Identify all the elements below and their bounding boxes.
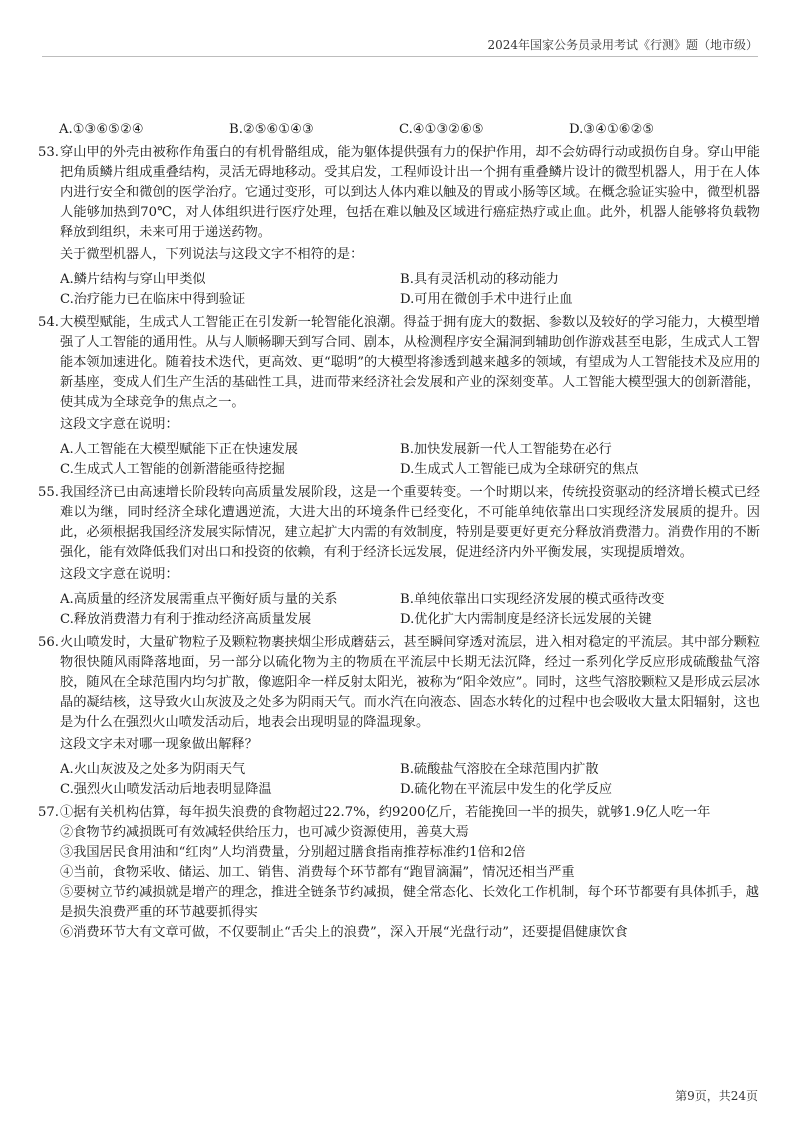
question-54: [38, 313, 760, 480]
option-d: D.③④①⑥②⑤: [569, 122, 655, 137]
question-number: 56.: [38, 635, 59, 650]
question-prompt: 这段文字意在说明：: [60, 417, 179, 432]
header-divider: [42, 56, 758, 57]
option-c: C.治疗能力已在临床中得到验证: [60, 292, 246, 307]
question-prompt: 这段文字未对哪一现象做出解释？: [60, 737, 258, 752]
question-number: 53.: [38, 145, 59, 160]
option-a: A.①③⑥⑤②④: [59, 122, 144, 137]
option-b: B.加快发展新一代人工智能势在必行: [400, 442, 612, 457]
question-number: 54.: [38, 315, 59, 330]
option-b: B.具有灵活机动的移动能力: [400, 272, 559, 287]
page-number: 第9页，共24页: [675, 1089, 758, 1103]
previous-question-options: [38, 120, 760, 140]
option-b: B.②⑤⑥①④③: [229, 122, 314, 137]
answer-options: [38, 590, 760, 630]
option-b: B.硫酸盐气溶胶在全球范围内扩散: [400, 762, 599, 777]
question-text: 我国经济已由高速增长阶段转向高质量发展阶段，这是一个重要转变。一个时期以来，传统投资驱动的经济增长模式已经难以为继，同时经济全球化遭遇逆流，大进大出的环境条件已经变化，不可能单纯依靠出口实现经济发展质的提升。因此，必须根据我国经济发展实际情况，建立起扩大内需的有效制度，特别是要更好更充分释放消费潜力。消费作用的不断强化，能有效降低我们对出口和投资的依赖，有利于经济长远发展，促进经济内外平衡发展，实现提质增效。: [60, 485, 760, 560]
sentence-3: ③我国居民食用油和“红肉”人均消费量，分别超过膳食指南推荐标准约1倍和2倍: [60, 845, 526, 860]
sentence-1: ①据有关机构估算，每年损失浪费的食物超过22.7%，约9200亿斤，若能挽回一半的损失，就够1.9亿人吃一年: [60, 805, 711, 820]
page-header: 2024年国家公务员录用考试《行测》题（地市级）: [487, 38, 758, 52]
sentence-5: ⑤要树立节约减损就是增产的理念，推进全链条节约减损，健全常态化、长效化工作机制，每个环节都要有具体抓手，越是损失浪费严重的环节越要抓得实: [60, 885, 759, 920]
question-number: 55.: [38, 485, 59, 500]
option-c: C.④①③②⑥⑤: [399, 122, 484, 137]
question-55: [38, 483, 760, 630]
option-a: A.鳞片结构与穿山甲类似: [60, 272, 206, 287]
question-text: 火山喷发时，大量矿物粒子及颗粒物裹挟烟尘形成蘑菇云，甚至瞬间穿透对流层，进入相对稳定的平流层。其中部分颗粒物很快随风雨降落地面，另一部分以硫化物为主的物质在平流层中长期无法沉降，经过一系列化学反应形成硫酸盐气溶胶，随风在全球范围内均匀扩散，像遮阳伞一样反射太阳光，被称为“阳伞效应”。同时，这些气溶胶颗粒又是形成云层冰晶的凝结核，这导致火山灰波及之处多为阴雨天气。而水汽在向液态、固态水转化的过程中也会吸收大量太阳辐射，这也是为什么在强烈火山喷发活动后，地表会出现明显的降温现象。: [60, 635, 760, 730]
question-text: 大模型赋能，生成式人工智能正在引发新一轮智能化浪潮。得益于拥有庞大的数据、参数以及较好的学习能力，大模型增强了人工智能的通用性。从与人顺畅聊天到写合同、剧本，从检测程序安全漏洞到辅助创作游戏甚至电影，生成式人工智能本领加速进化。随着技术迭代，更高效、更“聪明”的大模型将渗透到越来越多的领域，有望成为人工智能技术及应用的新基座，变成人们生产生活的基础性工具，进而带来经济社会发展和产业的深刻变革。人工智能大模型强大的创新潜能，使其成为全球竞争的焦点之一。: [60, 315, 760, 410]
option-d: D.硫化物在平流层中发生的化学反应: [400, 782, 613, 797]
answer-options: [38, 760, 760, 800]
sentence-4: ④当前，食物采收、储运、加工、销售、消费每个环节都有“跑冒滴漏”，情况还相当严重: [60, 865, 575, 880]
option-a: A.火山灰波及之处多为阴雨天气: [60, 762, 246, 777]
option-c: C.生成式人工智能的创新潜能亟待挖掘: [60, 462, 285, 477]
question-prompt: 这段文字意在说明：: [60, 567, 179, 582]
page-content: [38, 120, 760, 943]
answer-options: [38, 270, 760, 310]
question-prompt: 关于微型机器人，下列说法与这段文字不相符的是：: [60, 247, 364, 262]
option-d: D.生成式人工智能已成为全球研究的焦点: [400, 462, 639, 477]
question-number: 57.: [38, 805, 59, 820]
answer-options: [38, 440, 760, 480]
sentence-6: ⑥消费环节大有文章可做，不仅要制止“舌尖上的浪费”，深入开展“光盘行动”，还要提倡健康饮食: [60, 925, 628, 940]
option-c: C.强烈火山喷发活动后地表明显降温: [60, 782, 272, 797]
option-a: A.高质量的经济发展需重点平衡好质与量的关系: [60, 592, 338, 607]
option-b: B.单纯依靠出口实现经济发展的模式亟待改变: [400, 592, 665, 607]
option-d: D.优化扩大内需制度是经济长远发展的关键: [400, 612, 652, 627]
question-text: 穿山甲的外壳由被称作角蛋白的有机骨骼组成，能为躯体提供强有力的保护作用，却不会妨碍行动或损伤自身。穿山甲能把角质鳞片组成重叠结构，灵活无碍地移动。受其启发，工程师设计出一个拥有重叠鳞片设计的微型机器人，用于在人体内进行安全和微创的医学治疗。它通过变形，可以到达人体内难以触及的胃或小肠等区域。在概念验证实验中，微型机器人能够加热到70℃，对人体组织进行医疗处理，包括在难以触及区域进行癌症热疗或止血。此外，机器人能够将负载物释放到组织，未来可用于递送药物。: [60, 145, 760, 240]
question-56: [38, 633, 760, 800]
option-d: D.可用在微创手术中进行止血: [400, 292, 573, 307]
sentence-2: ②食物节约减损既可有效减轻供给压力，也可减少资源使用，善莫大焉: [60, 825, 469, 840]
question-57: [38, 803, 760, 943]
question-53: [38, 143, 760, 310]
option-a: A.人工智能在大模型赋能下正在快速发展: [60, 442, 298, 457]
option-c: C.释放消费潜力有利于推动经济高质量发展: [60, 612, 312, 627]
